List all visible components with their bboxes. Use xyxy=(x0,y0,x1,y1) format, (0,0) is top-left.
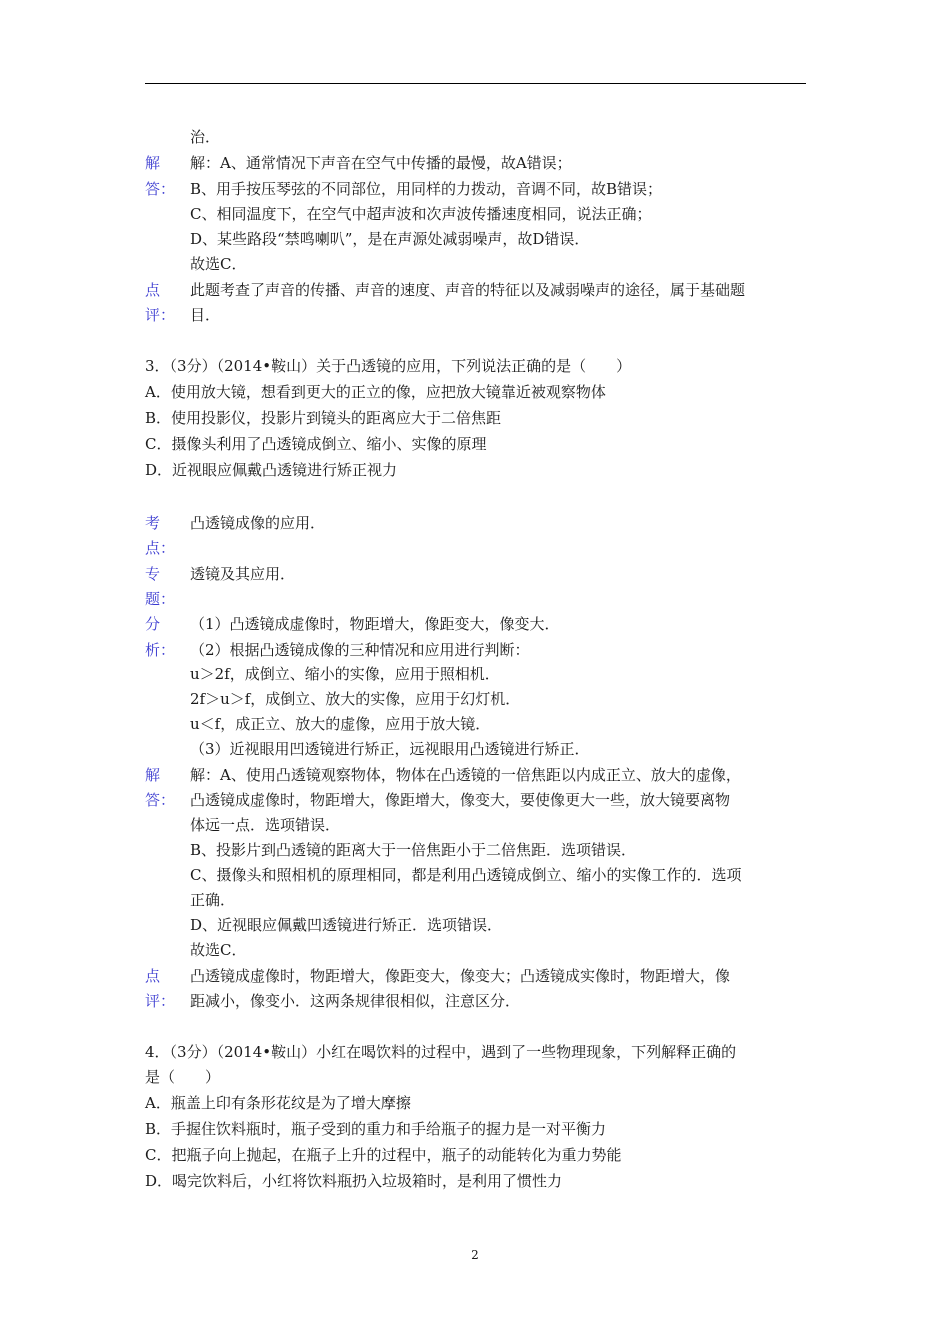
q4-option: A．瓶盖上印有条形花纹是为了增大摩擦 xyxy=(145,1094,411,1112)
jieda-line: 故选C． xyxy=(190,941,247,959)
jieda-line: 解：A、使用凸透镜观察物体，物体在凸透镜的一倍焦距以内成正立、放大的虚像， xyxy=(190,766,741,784)
q4-stem: 4．（3分）（2014•鞍山）小红在喝饮料的过程中，遇到了一些物理现象，下列解释正确的 xyxy=(145,1043,737,1061)
jieda-label: 解 xyxy=(145,766,161,784)
q4-option: D．喝完饮料后，小红将饮料瓶扔入垃圾箱时，是利用了惯性力 xyxy=(145,1172,563,1190)
dianping-line: 距减小，像变小．这两条规律很相似，注意区分． xyxy=(190,992,521,1010)
dianping-line: 目． xyxy=(190,306,221,324)
jieda-line: 解：A、通常情况下声音在空气中传播的最慢，故A错误； xyxy=(190,154,572,172)
jieda-line: 体远一点．选项错误． xyxy=(190,816,341,834)
header-rule xyxy=(145,83,806,84)
zhuanti-text: 透镜及其应用． xyxy=(190,565,296,583)
fenxi-line: u＜f，成正立、放大的虚像，应用于放大镜． xyxy=(190,715,491,733)
jieda-line: B、投影片到凸透镜的距离大于一倍焦距小于二倍焦距．选项错误． xyxy=(190,841,637,859)
kaodian-text: 凸透镜成像的应用． xyxy=(190,514,326,532)
jieda-line: 故选C． xyxy=(190,255,247,273)
page-number: 2 xyxy=(471,1248,479,1262)
zhuanti-label: 专 xyxy=(145,565,161,583)
jieda-line: D、近视眼应佩戴凹透镜进行矫正．选项错误． xyxy=(190,916,503,934)
fenxi-label: 分 xyxy=(145,615,161,633)
dianping-label: 点 xyxy=(145,281,161,299)
jieda-label: 答： xyxy=(145,791,176,809)
jieda-label: 解 xyxy=(145,154,161,172)
q4-stem: 是（ ） xyxy=(145,1068,221,1086)
dianping-label: 评： xyxy=(145,992,176,1010)
q3-option: A．使用放大镜，想看到更大的正立的像，应把放大镜靠近被观察物体 xyxy=(145,383,606,401)
fenxi-line: （1）凸透镜成虚像时，物距增大，像距变大，像变大． xyxy=(190,615,560,633)
kaodian-label: 考 xyxy=(145,514,161,532)
fenxi-line: u＞2f，成倒立、缩小的实像，应用于照相机． xyxy=(190,665,500,683)
q3-option: B．使用投影仪，投影片到镜头的距离应大于二倍焦距 xyxy=(145,409,502,427)
dianping-line: 凸透镜成虚像时，物距增大，像距变大，像变大；凸透镜成实像时，物距增大，像 xyxy=(190,967,731,985)
zhuanti-label: 题： xyxy=(145,590,176,608)
q3-stem: 3．（3分）（2014•鞍山）关于凸透镜的应用，下列说法正确的是（ ） xyxy=(145,357,632,375)
fenxi-line: （3）近视眼用凹透镜进行矫正，远视眼用凸透镜进行矫正． xyxy=(190,740,590,758)
q3-option: D．近视眼应佩戴凸透镜进行矫正视力 xyxy=(145,461,398,479)
jieda-line: 正确． xyxy=(190,891,236,909)
fenxi-line: 2f＞u＞f，成倒立、放大的实像，应用于幻灯机． xyxy=(190,690,521,708)
kaodian-label: 点： xyxy=(145,539,176,557)
q4-option: B．手握住饮料瓶时，瓶子受到的重力和手给瓶子的握力是一对平衡力 xyxy=(145,1120,607,1138)
jieda-line: 凸透镜成虚像时，物距增大，像距增大，像变大，要使像更大一些，放大镜要离物 xyxy=(190,791,731,809)
jieda-line: C、相同温度下，在空气中超声波和次声波传播速度相同，说法正确； xyxy=(190,205,652,223)
jieda-line: D、某些路段“禁鸣喇叭”，是在声源处减弱噪声，故D错误． xyxy=(190,230,590,248)
q3-option: C．摄像头利用了凸透镜成倒立、缩小、实像的原理 xyxy=(145,435,487,453)
fenxi-label: 析： xyxy=(145,641,176,659)
jieda-label: 答： xyxy=(145,180,176,198)
q4-option: C．把瓶子向上抛起，在瓶子上升的过程中，瓶子的动能转化为重力势能 xyxy=(145,1146,622,1164)
dianping-label: 点 xyxy=(145,967,161,985)
fenxi-line: （2）根据凸透镜成像的三种情况和应用进行判断： xyxy=(190,641,530,659)
jieda-line: B、用手按压琴弦的不同部位，用同样的力拨动，音调不同，故B错误； xyxy=(190,180,663,198)
dianping-line: 此题考查了声音的传播、声音的速度、声音的特征以及减弱噪声的途径，属于基础题 xyxy=(190,281,746,299)
prev-tail: 治． xyxy=(190,128,221,146)
jieda-line: C、摄像头和照相机的原理相同，都是利用凸透镜成倒立、缩小的实像工作的．选项 xyxy=(190,866,742,884)
dianping-label: 评： xyxy=(145,306,176,324)
